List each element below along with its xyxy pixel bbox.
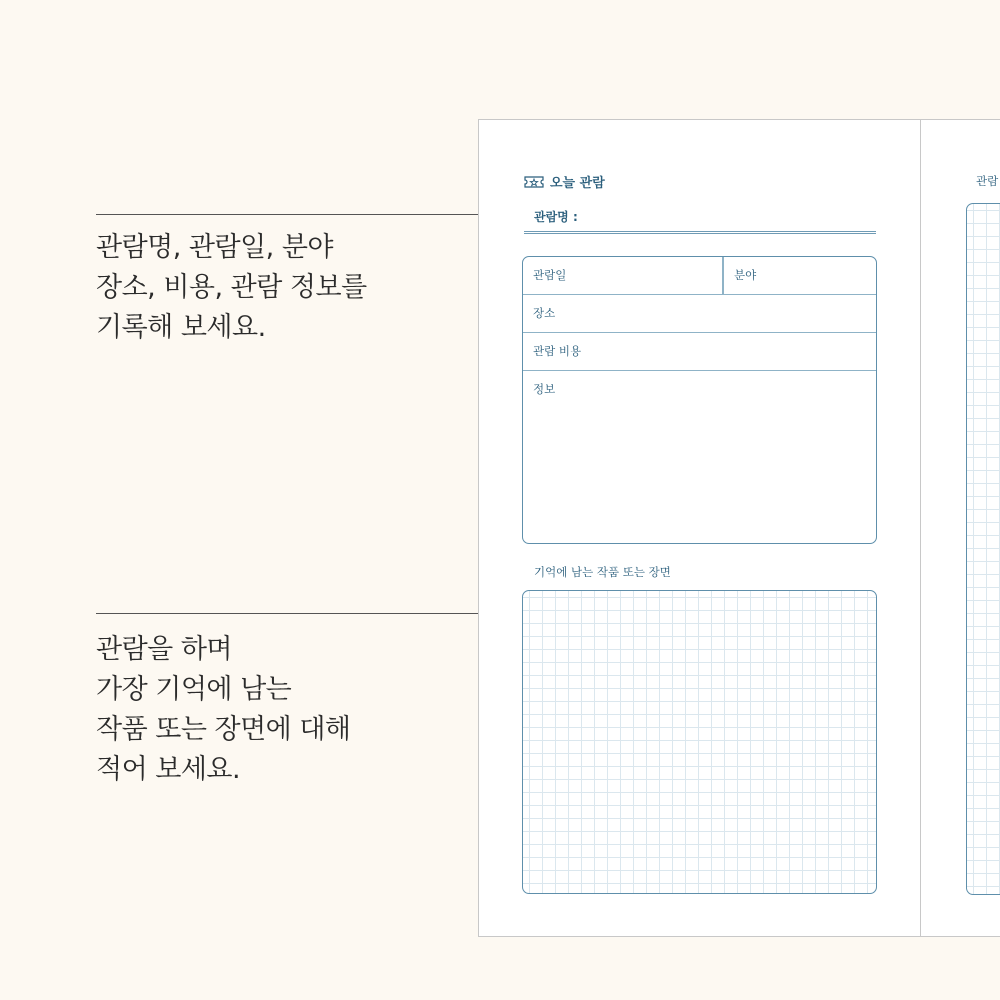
date-label: 관람일 bbox=[533, 268, 567, 282]
field-divider bbox=[722, 257, 724, 294]
caption-line: 기록해 보세요. bbox=[96, 312, 266, 343]
caption-info bbox=[96, 228, 367, 348]
callout-line-memory bbox=[96, 613, 506, 614]
title-field[interactable] bbox=[524, 206, 876, 234]
section-header bbox=[524, 172, 605, 191]
caption-line: 작품 또는 장면에 대해 bbox=[96, 714, 351, 745]
memory-label: 기억에 남는 작품 또는 장면 bbox=[534, 565, 671, 579]
info-box bbox=[522, 256, 877, 544]
right-page-grid[interactable] bbox=[966, 203, 1000, 895]
caption-line: 관람을 하며 bbox=[96, 634, 232, 665]
cost-row[interactable] bbox=[523, 333, 876, 371]
caption-line: 관람명, 관람일, 분야 bbox=[96, 232, 333, 263]
info-label: 정보 bbox=[533, 382, 556, 396]
section-title: 오늘 관람 bbox=[550, 176, 605, 191]
info-area[interactable] bbox=[523, 371, 876, 544]
right-page-title: 관람 bbox=[976, 174, 999, 188]
cost-label: 관람 비용 bbox=[533, 344, 582, 358]
caption-memory bbox=[96, 630, 351, 790]
place-label: 장소 bbox=[533, 306, 556, 320]
date-row[interactable] bbox=[523, 257, 876, 295]
planner-spread bbox=[478, 119, 1000, 937]
caption-line: 장소, 비용, 관람 정보를 bbox=[96, 272, 367, 303]
caption-line: 가장 기억에 남는 bbox=[96, 674, 292, 705]
place-row[interactable] bbox=[523, 295, 876, 333]
page-fold bbox=[920, 120, 921, 936]
callout-line-info bbox=[96, 214, 506, 215]
genre-label: 분야 bbox=[734, 268, 757, 282]
memory-grid[interactable] bbox=[522, 590, 877, 894]
caption-line: 적어 보세요. bbox=[96, 754, 241, 785]
ticket-star-icon bbox=[524, 176, 544, 188]
title-label: 관람명 : bbox=[534, 210, 578, 224]
